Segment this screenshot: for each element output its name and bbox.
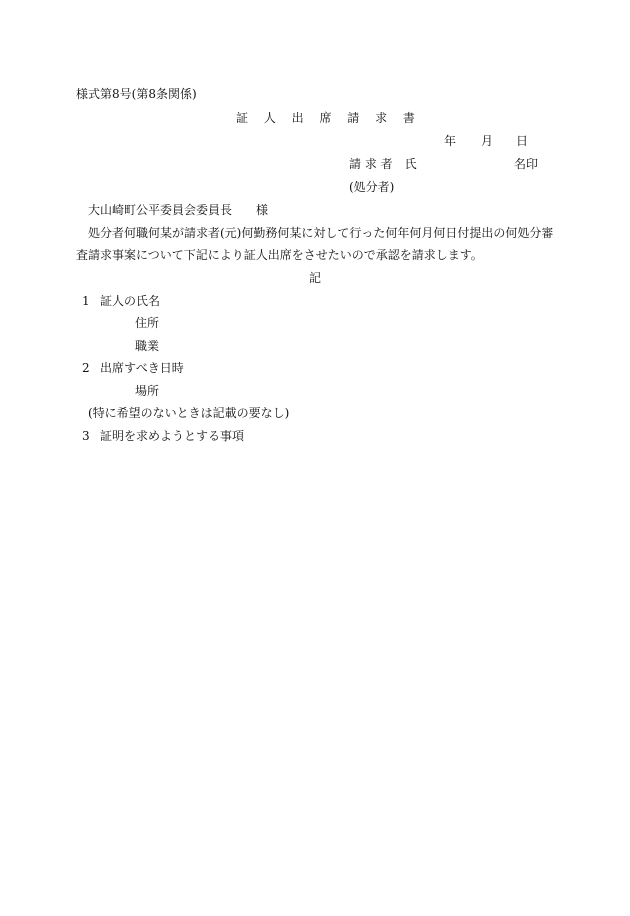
body-text-line-2: 査請求事案について下記により証人出席をさせたいので承認を請求します。 [76,248,483,262]
item-1-address: 住所 [135,316,160,330]
item-2-label: 出席すべき日時 [100,361,184,375]
date-day: 日 [516,134,529,148]
requester-note: (処分者) [349,180,395,194]
addressee: 大山崎町公平委員会委員長 様 [88,203,269,217]
item-2-note: (特に希望のないときは記載の要なし) [88,406,290,420]
requester-seal: 名印 [514,157,539,171]
item-1-label: 証人の氏名 [100,294,161,308]
item-2-number: 2 [82,361,90,375]
document-title: 証 人 出 席 請 求 書 [236,111,421,125]
item-1-job: 職業 [135,339,160,353]
item-1-number: 1 [82,294,90,308]
item-3-number: 3 [82,429,90,443]
body-text-line-1: 処分者何職何某が請求者(元)何勤務何某に対して行った何年何月何日付提出の何処分審 [88,226,554,240]
date-month: 月 [481,134,494,148]
requester-name-label: 請 求 者 氏 [349,157,417,171]
form-number: 様式第8号(第8条関係) [76,87,197,101]
date-year: 年 [444,134,457,148]
item-2-place: 場所 [135,384,160,398]
ki-heading: 記 [309,271,322,285]
item-3-label: 証明を求めようとする事項 [100,429,245,443]
